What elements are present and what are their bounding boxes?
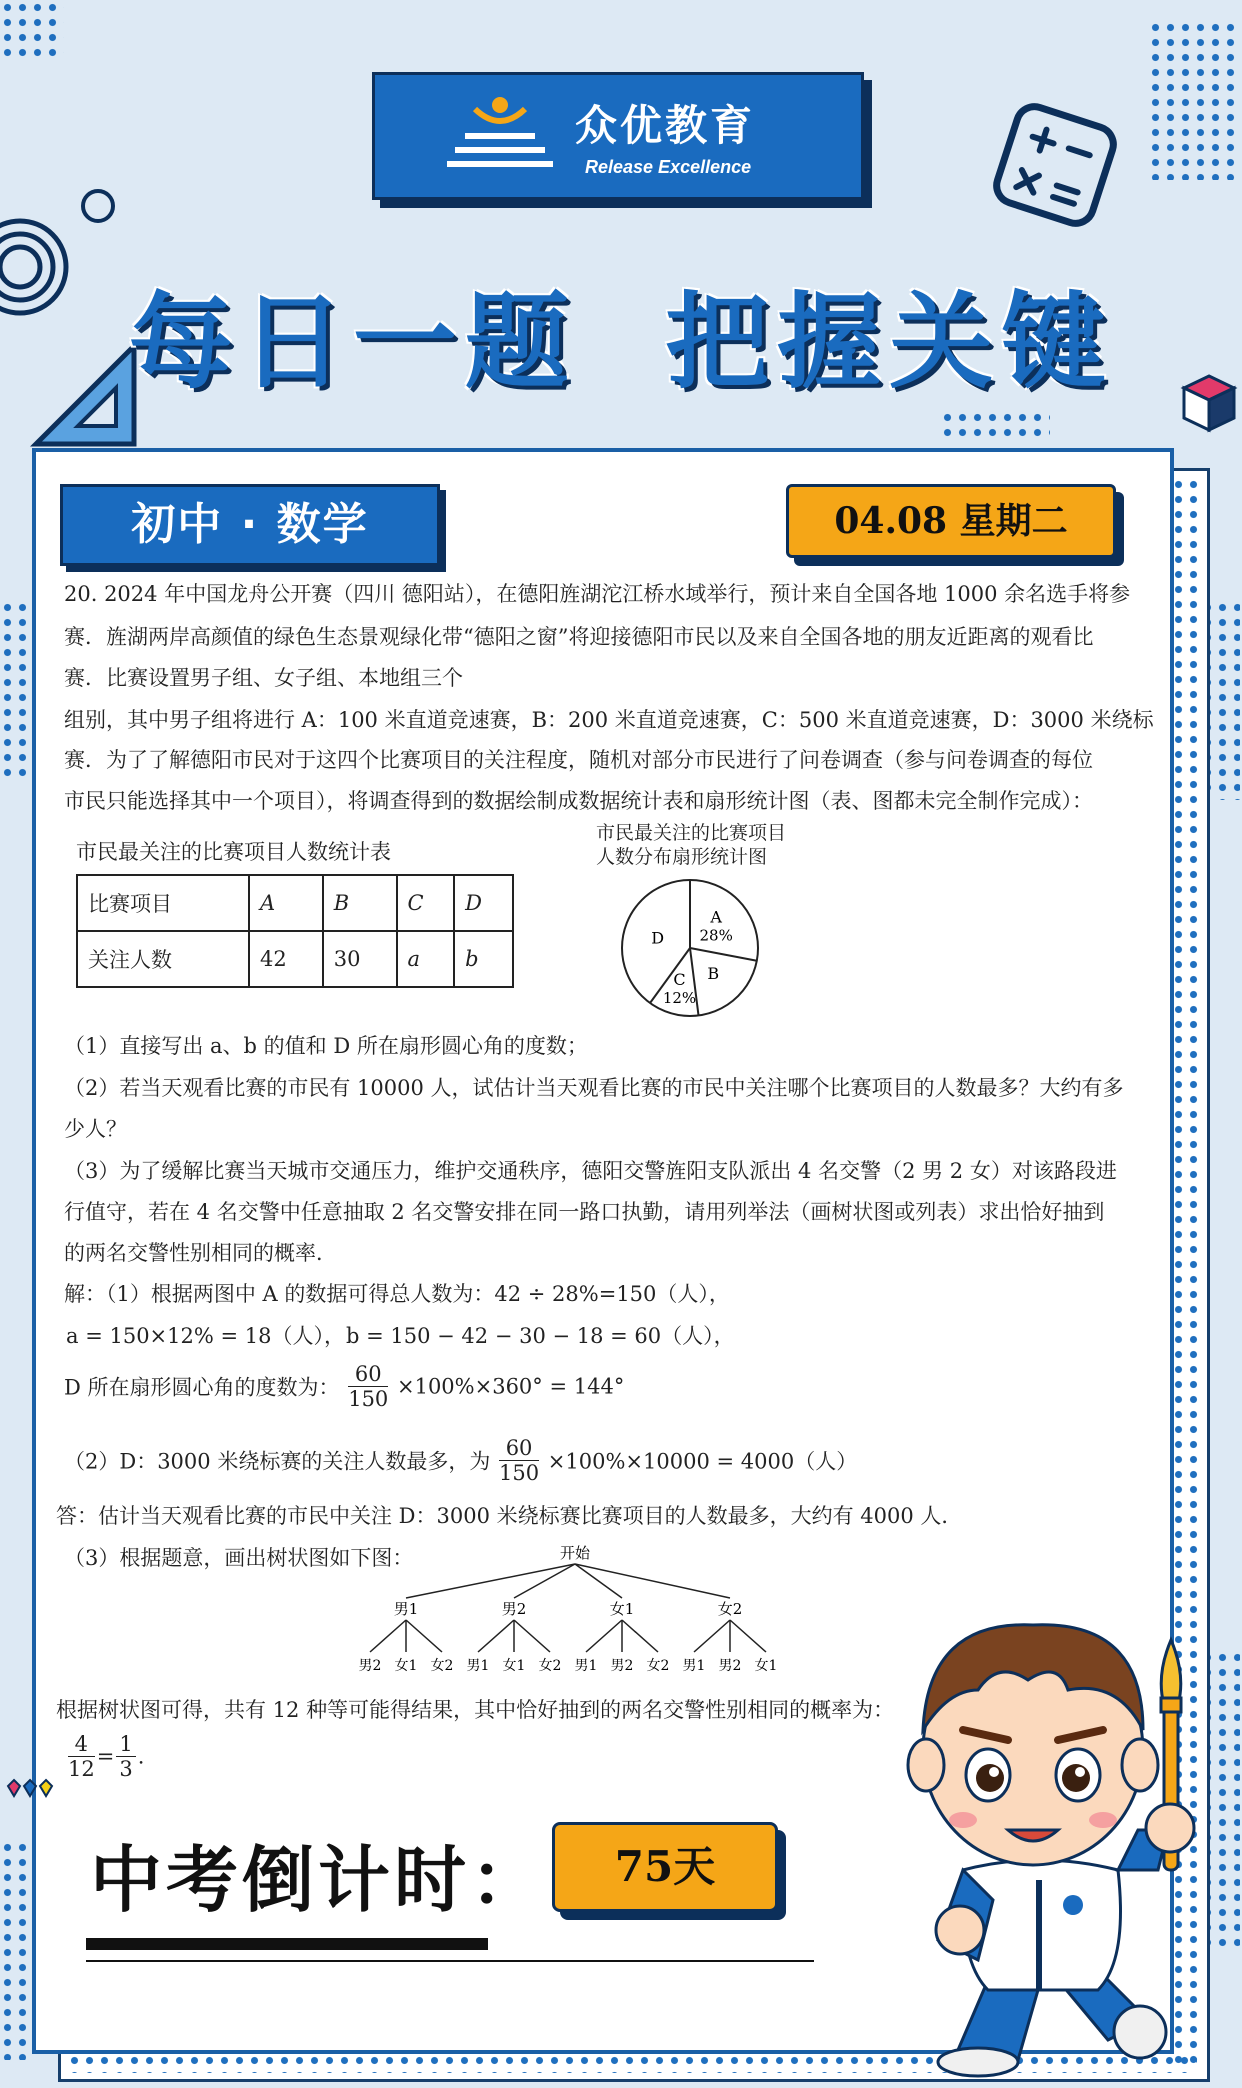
solution-line (64, 1362, 624, 1411)
fraction-numerator: 60 (499, 1436, 539, 1461)
fraction-denominator: 3 (119, 1757, 133, 1781)
table-cell: 30 (323, 931, 397, 987)
solution-line: a = 150×12% = 18（人）， (66, 1324, 345, 1348)
dot-pattern (0, 1840, 26, 2060)
stats-table (76, 874, 514, 988)
tree-node: 女2 (717, 1600, 743, 1618)
pie-chart (610, 870, 770, 1020)
brand-name: 众优教育 (575, 101, 756, 150)
table-cell: A (249, 875, 323, 931)
tree-leaf: 男1 (466, 1658, 490, 1674)
tree-leaf: 女1 (394, 1658, 418, 1674)
dot-pattern (0, 0, 64, 60)
fraction-numerator: 4 (68, 1732, 95, 1757)
fraction (348, 1362, 388, 1411)
solution-line (64, 1436, 857, 1485)
tree-leaf: 男2 (610, 1658, 634, 1674)
problem-line: 市民只能选择其中一个项目），将调查得到的数据绘制成数据统计表和扇形统计图（表、图都未完全制作完成）： (64, 789, 1093, 813)
chart-title: 市民最关注的比赛项目 (596, 822, 787, 844)
fraction (499, 1436, 539, 1485)
problem-line: 20. 2024 年中国龙舟公开赛（四川 德阳站），在德阳旌湖沱江桥水域举行，预计来自全国各地 1000 余名选手将参 (64, 582, 1131, 606)
subject-tag: 初中 · 数学 (60, 484, 440, 566)
brand-logo-icon (445, 93, 555, 179)
dot-pattern (0, 600, 26, 780)
tree-branch (370, 1620, 406, 1652)
tree-leaf: 女2 (430, 1658, 454, 1674)
tree-leaf: 女2 (646, 1658, 670, 1674)
pie-slice-percent: 12% (662, 988, 697, 1007)
mascot-boy-illustration (868, 1580, 1208, 2080)
problem-line: 赛．比赛设置男子组、女子组、本地组三个 (64, 666, 463, 690)
pie-slice-label: B (707, 963, 720, 983)
tree-diagram (350, 1540, 800, 1680)
problem-line: 赛．旌湖两岸高颜值的绿色生态景观绿化带“德阳之窗”将迎接德阳市民以及来自全国各地的朋友近距离的观看比 (64, 625, 1094, 649)
table-row (77, 931, 513, 987)
table-cell: 42 (249, 931, 323, 987)
solution-text: D 所在扇形圆心角的度数为： (64, 1375, 340, 1400)
table-cell: a (397, 931, 455, 987)
tree-branch (514, 1620, 550, 1652)
table-row (77, 875, 513, 931)
tree-branch (478, 1620, 514, 1652)
question-line: （1）直接写出 a、b 的值和 D 所在扇形圆心角的度数； (64, 1034, 588, 1058)
tree-leaf: 女2 (538, 1658, 562, 1674)
tree-leaf: 男2 (718, 1658, 742, 1674)
tree-branch (406, 1620, 442, 1652)
tree-leaf: 女1 (754, 1658, 778, 1674)
tree-branch (730, 1620, 766, 1652)
question-line: 的两名交警性别相同的概率． (64, 1241, 337, 1265)
dot-pattern (940, 410, 1050, 442)
question-line: （2）若当天观看比赛的市民有 10000 人，试估计当天观看比赛的市民中关注哪个比赛项目的人数最多？大约有多 (64, 1076, 1124, 1100)
tree-leaf: 男2 (358, 1658, 382, 1674)
calculator-icon (990, 100, 1120, 230)
pie-slice-label: C (673, 969, 686, 989)
fraction-denominator: 12 (68, 1757, 95, 1781)
underline-thin (86, 1960, 814, 1962)
solution-text: ×100%×10000 = 4000（人） (547, 1449, 858, 1474)
ring-icon (78, 186, 118, 226)
fraction-denominator: 150 (499, 1461, 540, 1485)
pie-slice-percent: 28% (699, 926, 733, 945)
problem-line: 赛．为了了解德阳市民对于这四个比赛项目的关注程度，随机对部分市民进行了问卷调查（参与问卷调查的每位 (64, 748, 1093, 772)
table-title: 市民最关注的比赛项目人数统计表 (76, 840, 391, 864)
table-cell: D (454, 875, 513, 931)
tree-branch (514, 1564, 575, 1598)
tree-branch (586, 1620, 622, 1652)
tree-branch (622, 1620, 658, 1652)
countdown-label: 中考倒计时： (90, 1838, 547, 1922)
solution-line: （3）根据题意，画出树状图如下图： (64, 1546, 414, 1570)
fraction-denominator: 150 (348, 1387, 389, 1411)
tree-node: 男2 (501, 1600, 527, 1618)
dot-pattern (1148, 20, 1238, 180)
table-cell: b (454, 931, 513, 987)
fraction (68, 1732, 95, 1781)
tree-root: 开始 (559, 1544, 591, 1562)
table-cell: 关注人数 (77, 931, 249, 987)
period: . (137, 1744, 145, 1769)
underline-thick (86, 1938, 488, 1950)
tree-branch (694, 1620, 730, 1652)
solution-text: （2）D：3000 米绕标赛的关注人数最多，为 (64, 1449, 491, 1474)
brand-tagline: Release Excellence (585, 157, 752, 177)
fraction-numerator: 60 (348, 1362, 388, 1387)
table-cell: C (397, 875, 455, 931)
slogan-title: 每日一题 把握关键 (128, 281, 1114, 403)
solution-line: 根据树状图可得，共有 12 种等可能得结果，其中恰好抽到的两名交警性别相同的概率为： (56, 1698, 895, 1722)
table-cell: B (323, 875, 397, 931)
countdown-value: 75天 (552, 1822, 778, 1912)
tree-node: 女1 (609, 1600, 635, 1618)
pie-slice-label: A (710, 907, 722, 927)
tree-leaf: 男1 (682, 1658, 706, 1674)
problem-line: 组别，其中男子组将进行 A：100 米直道竞速赛，B：200 米直道竞速赛，C：500 米直道竞速赛，D：3000 米绕标 (64, 708, 1154, 732)
equals-sign: = (96, 1744, 115, 1769)
question-line: 少人？ (64, 1117, 127, 1141)
tree-node: 男1 (393, 1600, 419, 1618)
solution-text: ×100%×360° = 144° (396, 1374, 625, 1399)
tree-branch (406, 1564, 575, 1598)
question-line: 行值守，若在 4 名交警中任意抽取 2 名交警安排在同一路口执勤，请用列举法（画树状图或列表）求出恰好抽到 (64, 1200, 1105, 1224)
tree-leaf: 女1 (502, 1658, 526, 1674)
tree-leaf: 男1 (574, 1658, 598, 1674)
solution-line: b = 150 − 42 − 30 − 18 = 60（人）， (346, 1324, 735, 1348)
final-answer (66, 1732, 144, 1781)
brand-logo-box (372, 72, 864, 200)
table-cell: 比赛项目 (77, 875, 249, 931)
pie-slice-label: D (651, 928, 665, 948)
gems-icon (6, 1778, 58, 1800)
solution-line: 答：估计当天观看比赛的市民中关注 D：3000 米绕标赛比赛项目的人数最多，大约有 4000 人． (56, 1504, 963, 1528)
date-tag: 04.08 星期二 (786, 484, 1116, 558)
chart-subtitle: 人数分布扇形统计图 (596, 846, 768, 868)
solution-line: 解：（1）根据两图中 A 的数据可得总人数为：42 ÷ 28%=150（人）， (64, 1282, 730, 1306)
fraction (116, 1732, 135, 1781)
fraction-numerator: 1 (116, 1732, 135, 1757)
question-line: （3）为了缓解比赛当天城市交通压力，维护交通秩序，德阳交警旌阳支队派出 4 名交警（2 男 2 女）对该路段进 (64, 1159, 1117, 1183)
